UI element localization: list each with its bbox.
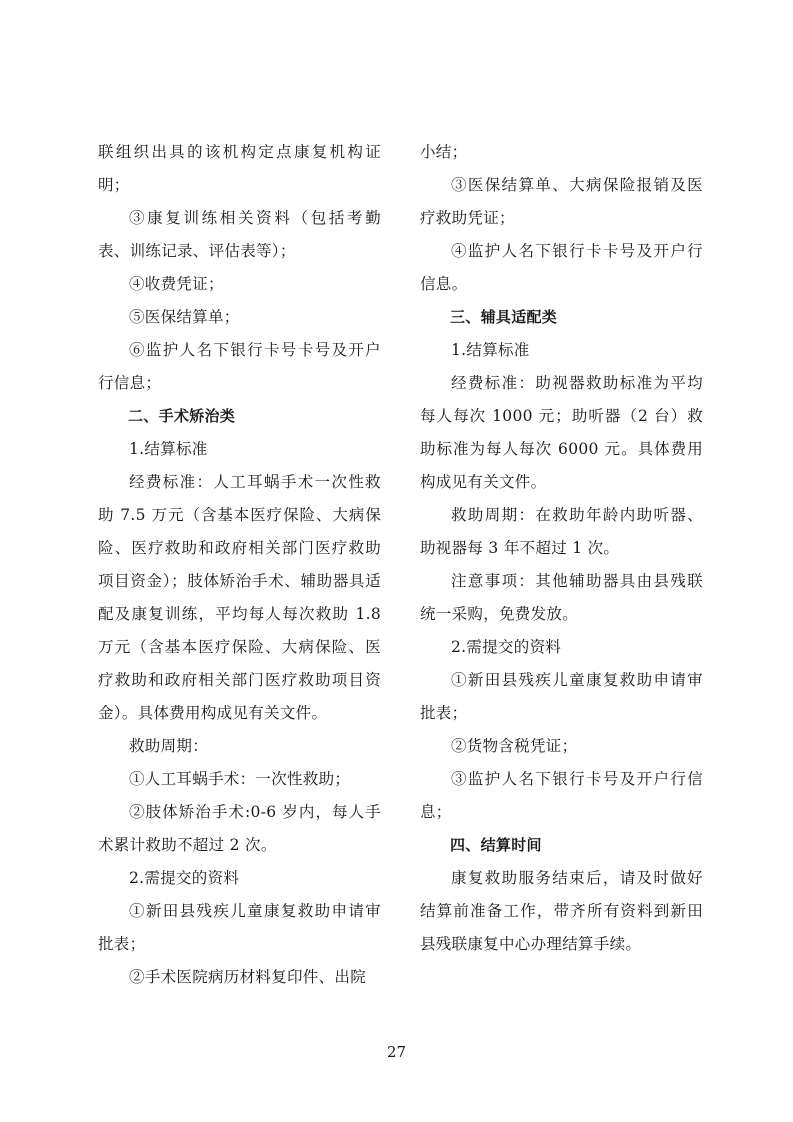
paragraph: 1.结算标准 <box>129 440 208 458</box>
left-column <box>98 136 381 994</box>
paragraph: 小结； <box>420 143 468 161</box>
paragraph: ③康复训练相关资料（包括考勤表、训练记录、评估表等）； <box>98 209 381 260</box>
paragraph: 2.需提交的资料 <box>129 869 240 887</box>
paragraph: 经费标准：人工耳蜗手术一次性救助 7.5 万元（含基本医疗保险、大病保险、医疗救助和政府相关部门医疗救助项目资金）；肢体矫治手术、辅助器具适配及康复训练，平均每人每次救助 1.8 万元（含基本医疗保险、大病保险、医疗救助和政府相关部门医疗救助项目资金）。具体费用构成见有关文件。 <box>98 473 381 722</box>
section-heading: 四、结算时间 <box>450 836 542 854</box>
paragraph: 救助周期： <box>129 737 209 755</box>
paragraph: ③医保结算单、大病保险报销及医疗救助凭证； <box>420 176 703 227</box>
paragraph: ④监护人名下银行卡卡号及开户行信息。 <box>420 242 703 293</box>
paragraph: ②货物含税凭证； <box>451 737 578 755</box>
paragraph: 联组织出具的该机构定点康复机构证明； <box>98 143 381 194</box>
paragraph: 康复救助服务结束后，请及时做好结算前准备工作，带齐所有资料到新田县残联康复中心办理结算手续。 <box>420 869 703 953</box>
section-heading: 二、手术矫治类 <box>128 407 236 425</box>
paragraph: ②手术医院病历材料复印件、出院 <box>129 968 367 986</box>
paragraph: ⑥监护人名下银行卡号卡号及开户行信息； <box>98 341 381 392</box>
paragraph: ①新田县残疾儿童康复救助申请审批表； <box>98 902 381 953</box>
page-number: 27 <box>386 1043 407 1061</box>
paragraph: ①新田县残疾儿童康复救助申请审批表； <box>420 671 703 722</box>
right-column <box>420 136 703 961</box>
paragraph: 经费标准：助视器救助标准为平均每人每次 1000 元；助听器（2 台）救助标准为每人每次 6000 元。具体费用构成见有关文件。 <box>420 374 703 491</box>
paragraph: 2.需提交的资料 <box>451 638 562 656</box>
paragraph: ④收费凭证； <box>129 275 224 293</box>
paragraph: ②肢体矫治手术:0-6 岁内，每人手术累计救助不超过 2 次。 <box>98 803 381 854</box>
paragraph: ①人工耳蜗手术：一次性救助； <box>129 770 351 788</box>
paragraph: ⑤医保结算单； <box>129 308 240 326</box>
paragraph: 救助周期：在救助年龄内助听器、助视器每 3 年不超过 1 次。 <box>420 506 703 557</box>
section-heading: 三、辅具适配类 <box>450 308 558 326</box>
paragraph: ③监护人名下银行卡号及开户行信息； <box>420 770 703 821</box>
paragraph: 1.结算标准 <box>451 341 530 359</box>
paragraph: 注意事项：其他辅助器具由县残联统一采购，免费发放。 <box>420 572 703 623</box>
